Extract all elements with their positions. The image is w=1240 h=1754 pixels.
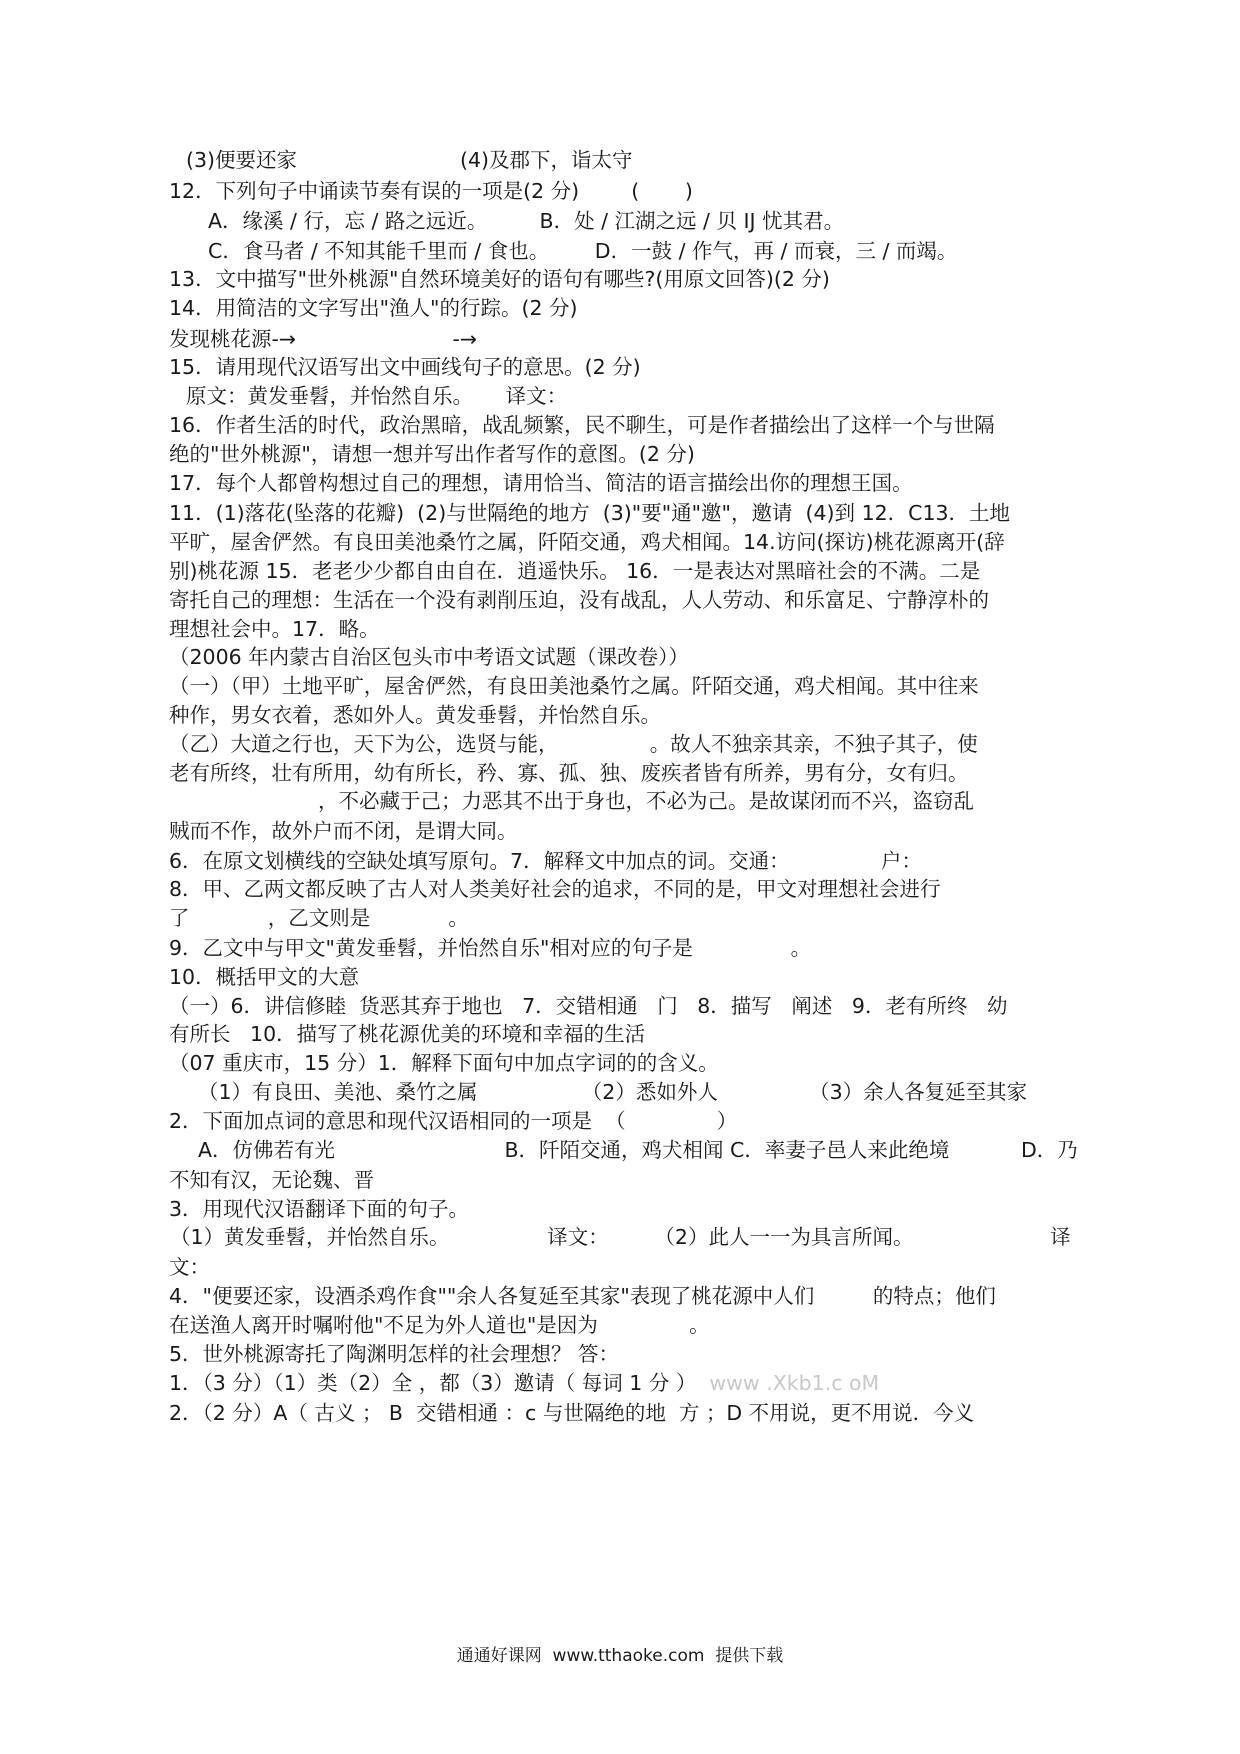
text-line: (3)便要还家 (4)及郡下，诣太守 — [186, 148, 633, 172]
text-line: 2．下面加点词的意思和现代汉语相同的一项是 （ ） — [169, 1109, 738, 1133]
footer-credit: 通通好课网 www.tthaoke.com 提供下载 — [456, 1646, 784, 1666]
watermark: www .Xkb1.c oM — [696, 1371, 880, 1395]
text-line: 6．在原文划横线的空缺处填写原句。7．解释文中加点的词。交通： 户： — [169, 849, 922, 873]
text-line: 不知有汉，无论魏、晋 — [169, 1168, 374, 1192]
text-line: 原文：黄发垂髫，并怡然自乐。 译文： — [186, 384, 568, 408]
text-line: 发现桃花源-→ -→ — [169, 327, 478, 351]
text-line: 平旷，屋舍俨然。有良田美池桑竹之属，阡陌交通，鸡犬相闻。14.访问(探访)桃花源离开(辞 — [169, 530, 1005, 554]
text-line: （乙）大道之行也，天下为公，选贤与能， 。故人不独亲其亲，不独子其子，使 — [169, 732, 978, 756]
text-line: 12．下列句子中诵读节奏有误的一项是(2 分) ( ) — [169, 179, 693, 203]
text-line: 16．作者生活的时代，政治黑暗，战乱频繁，民不聊生，可是作者描绘出了这样一个与世隔 — [169, 413, 995, 437]
text-line: （2006 年内蒙古自治区包头市中考语文试题（课改卷）） — [169, 645, 689, 669]
text-line: 3．用现代汉语翻译下面的句子。 — [169, 1197, 470, 1221]
text-line: A．缘溪 / 行，忘 / 路之远近。 B．处 / 江湖之远 / 贝 IJ 忧其君。 — [208, 209, 845, 233]
text-line: 17．每个人都曾构想过自己的理想，请用恰当、简洁的语言描绘出你的理想王国。 — [169, 471, 913, 495]
text-line: A．仿佛若有光 B．阡陌交通，鸡犬相闻 C．率妻子邑人来此绝境 D．乃 — [198, 1138, 1078, 1162]
text-line: 老有所终，壮有所用，幼有所长，矜、寡、孤、独、废疾者皆有所养，男有分，女有归。 — [169, 761, 969, 785]
text-line: C．食马者 / 不知其能千里而 / 食也。 D．一鼓 / 作气，再 / 而衰，三 / 而竭。 — [208, 239, 958, 263]
text-line: 8．甲、乙两文都反映了古人对人类美好社会的追求，不同的是，甲文对理想社会进行 — [169, 877, 941, 901]
text-line: 9．乙文中与甲文"黄发垂髫，并怡然自乐"相对应的句子是 。 — [169, 936, 812, 960]
text-line: 14．用简洁的文字写出"渔人"的行踪。(2 分) — [169, 296, 578, 320]
text-line: （一）（甲）土地平旷，屋舍俨然，有良田美池桑竹之属。阡陌交通，鸡犬相闻。其中往来 — [169, 674, 979, 698]
text-line: 13．文中描写"世外桃源"自然环境美好的语句有哪些?(用原文回答)(2 分) — [169, 267, 830, 291]
text-line: （07 重庆市，15 分）1．解释下面句中加点字词的的含义。 — [169, 1051, 719, 1075]
text-line: （1）有良田、美池、桑竹之属 （2）悉如外人 （3）余人各复延至其家 — [198, 1080, 1028, 1104]
text-line: 5．世外桃源寄托了陶渊明怎样的社会理想？ 答： — [169, 1342, 620, 1366]
text-line: 种作，男女衣着，悉如外人。黄发垂髫，并怡然自乐。 — [169, 703, 661, 727]
text-line: 文： — [169, 1255, 210, 1279]
text-line: 15．请用现代汉语写出文中画线句子的意思。(2 分) — [169, 355, 641, 379]
text-line: 贼而不作，故外户而不闭，是谓大同。 — [169, 819, 518, 843]
text-line: （1）黄发垂髫，并怡然自乐。 译文： （2）此人一一为具言所闻。 译 — [170, 1225, 1071, 1249]
text-line: 在送渔人离开时嘱咐他"不足为外人道也"是因为 。 — [169, 1313, 710, 1337]
text-line: ，不必藏于己；力恶其不出于身也，不必为己。是故谋闭而不兴，盗窃乱 — [318, 789, 974, 813]
text-line: 11．(1)落花(坠落的花瓣) (2)与世隔绝的地方 (3)"要"通"邀"，邀请 (4)到 12．C13．土地 — [169, 501, 1011, 525]
text-line: 2．（2 分）A（ 古义 ； B 交错相通 ：c 与世隔绝的地 方 ；D 不用说，更不用说．今义 — [169, 1401, 975, 1425]
text-line: 绝的"世外桃源"，请想一想并写出作者写作的意图。(2 分) — [169, 442, 695, 466]
text-line: （一）6．讲信修睦 货恶其弃于地也 7．交错相通 门 8．描写 阐述 9．老有所终 幼 — [169, 994, 1008, 1018]
text-line: 了 ，乙文则是 。 — [169, 906, 469, 930]
text-line: 1．（3 分）（1）类（2）全 ，都（3）邀请（ 每词 1 分 ） www .Xkb1.c oM — [169, 1371, 880, 1395]
text-line: 10．概括甲文的大意 — [169, 965, 360, 989]
text-line: 4．"便要还家，设酒杀鸡作食""余人各复延至其家"表现了桃花源中人们 的特点；他们 — [169, 1284, 996, 1308]
text-line: 有所长 10．描写了桃花源优美的环境和幸福的生活 — [169, 1022, 646, 1046]
text-line: 别)桃花源 15．老老少少都自由自在．逍遥快乐。 16．一是表达对黑暗社会的不满。二是 — [169, 559, 981, 583]
text-line: 理想社会中。17．略。 — [169, 617, 380, 641]
text-line: 寄托自己的理想：生活在一个没有剥削压迫，没有战乱，人人劳动、和乐富足、宁静淳朴的 — [169, 588, 989, 612]
